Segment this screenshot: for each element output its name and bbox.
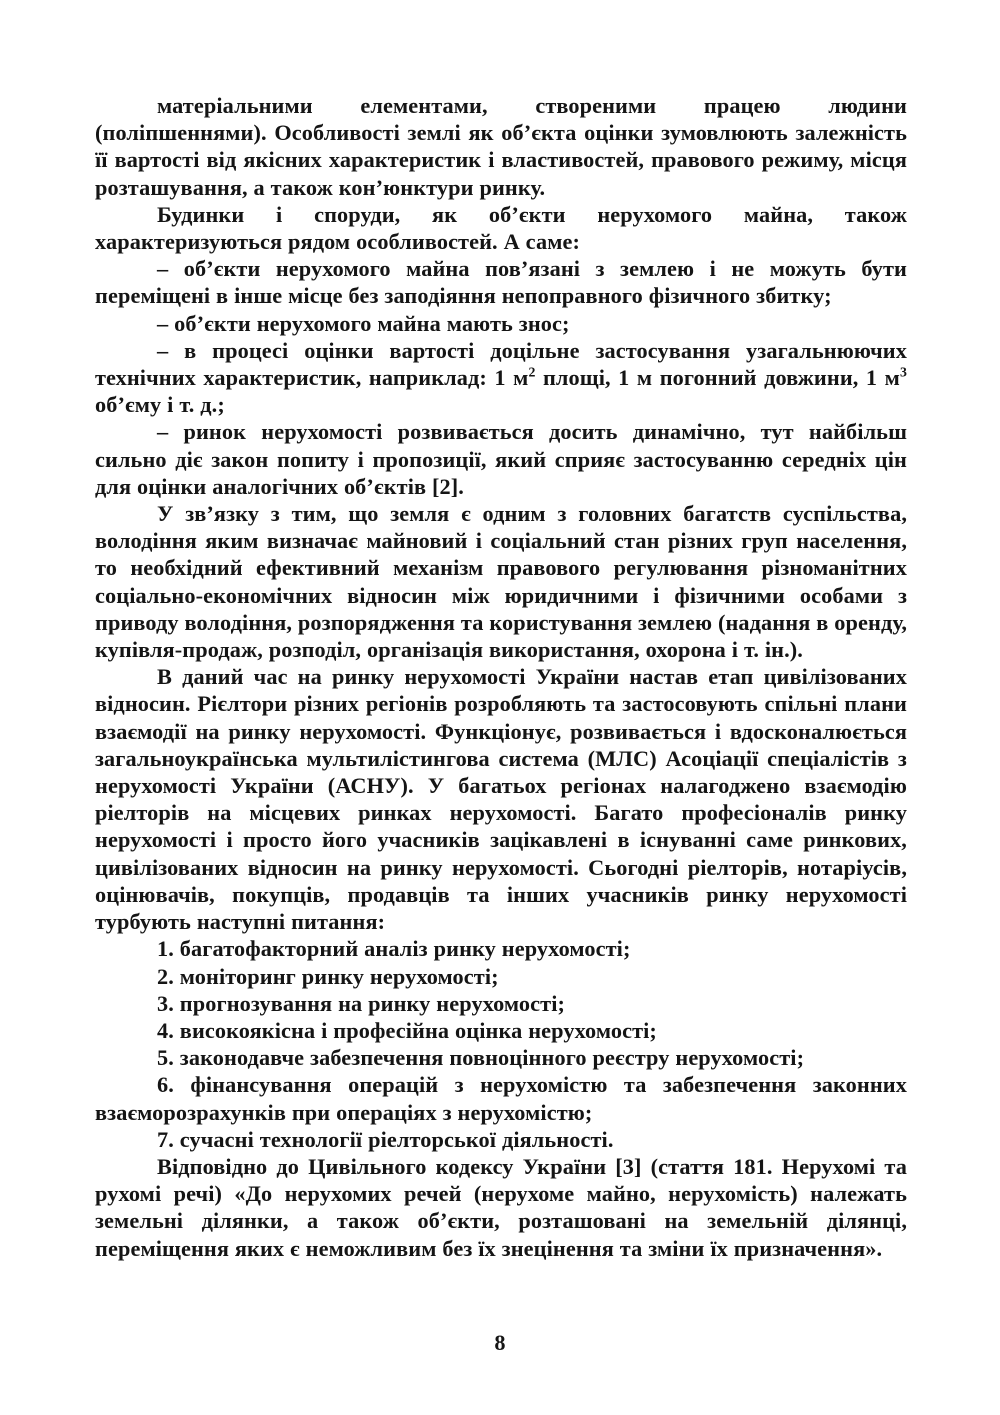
superscript-cubic: 3 [899, 364, 907, 380]
paragraph-buildings-structures: Будинки і споруди, як об’єкти нерухомого майна, також характеризуються рядом особливостей. А саме: [95, 201, 907, 255]
dash-item-linked-to-land: – об’єкти нерухомого майна пов’язані з землею і не можуть бути переміщені в інше місце без заподіяння непоправного фізичного збитку; [95, 256, 907, 309]
numbered-item-7: 7. сучасні технології ріелторської діяльності. [157, 1126, 614, 1152]
numbered-item-1: 1. багатофакторний аналіз ринку нерухомості; [157, 936, 631, 962]
dash-item-technical-characteristics-text-1: – в процесі оцінки вартості доцільне застосування узагальнюючих технічних характеристик, наприклад: 1 м [95, 337, 907, 391]
dash-item-technical-characteristics-text-2: площі, 1 м погонний довжини, 1 м [535, 365, 900, 391]
dash-item-technical-characteristics [95, 337, 907, 419]
page-text-body [95, 92, 907, 1262]
dash-item-market-dynamics: – ринок нерухомості розвивається досить динамічно, тут найбільш сильно діє закон попиту і пропозиції, який сприяє застосуванню середніх цін для оцінки аналогічних об’єктів [2]. [95, 419, 907, 499]
numbered-item-6: 6. фінансування операцій з нерухомістю та забезпечення законних взаєморозрахунків при операціях з нерухомістю; [95, 1072, 907, 1125]
numbered-item-5: 5. законодавче забезпечення повноцінного реєстру нерухомості; [157, 1045, 805, 1071]
paragraph-realty-market-state: В даний час на ринку нерухомості України настав етап цивілізованих відносин. Рієлтори різних регіонів розробляють та застосовують спільні плани взаємодії на ринку нерухомості. Функціонує, розвивається і вдосконалюється загальноукраїнська мультилістингова система (МЛС) Асоціації спеціалістів з нерухомості України (АСНУ). У багатьох регіонах налагоджено взаємодію ріелторів на місцевих ринках нерухомості. Багато професіоналів ринку нерухомості і просто його учасників зацікавлені в існуванні саме ринкових, цивілізованих відносин на ринку нерухомості. Сьогодні ріелторів, нотаріусів, оцінювачів, покупців, продавців та інших учасників ринку нерухомості турбують наступні питання: [95, 664, 907, 935]
numbered-item-2: 2. моніторинг ринку нерухомості; [157, 963, 499, 989]
superscript-square: 2 [528, 364, 536, 380]
dash-item-technical-characteristics-text-3: об’єму і т. д.; [95, 392, 225, 418]
numbered-item-4: 4. високоякісна і професійна оцінка нерухомості; [157, 1017, 657, 1043]
paragraph-civil-code-quote: Відповідно до Цивільного кодексу України [3] (стаття 181. Нерухомі та рухомі речі) «До нерухомих речей (нерухоме майно, нерухомість) належать земельні ділянки, а також об’єкти, розташовані на земельній ділянці, переміщення яких є неможливим без їх знецінення та зміни їх призначення». [95, 1153, 907, 1261]
page-number: 8 [494, 1330, 506, 1355]
paragraph-material-elements: матеріальними елементами, створеними працею людини (поліпшеннями). Особливості землі як об’єкта оцінки зумовлюють залежність її вартості від якісних характеристик і властивостей, правового режиму, місця розташування, а також кон’юнктури ринку. [95, 93, 907, 200]
paragraph-land-as-wealth: У зв’язку з тим, що земля є одним з головних багатств суспільства, володіння яким визначає майновий і соціальний стан різних груп населення, то необхідний ефективний механізм правового регулювання різноманітних соціально-економічних відносин між юридичними і фізичними особами з приводу володіння, розпорядження та користування землею (надання в оренду, купівля-продаж, розподіл, організація використання, охорона і т. ін.). [95, 501, 908, 663]
dash-item-wear-and-tear: – об’єкти нерухомого майна мають знос; [157, 310, 570, 336]
numbered-item-3: 3. прогнозування на ринку нерухомості; [157, 990, 566, 1016]
